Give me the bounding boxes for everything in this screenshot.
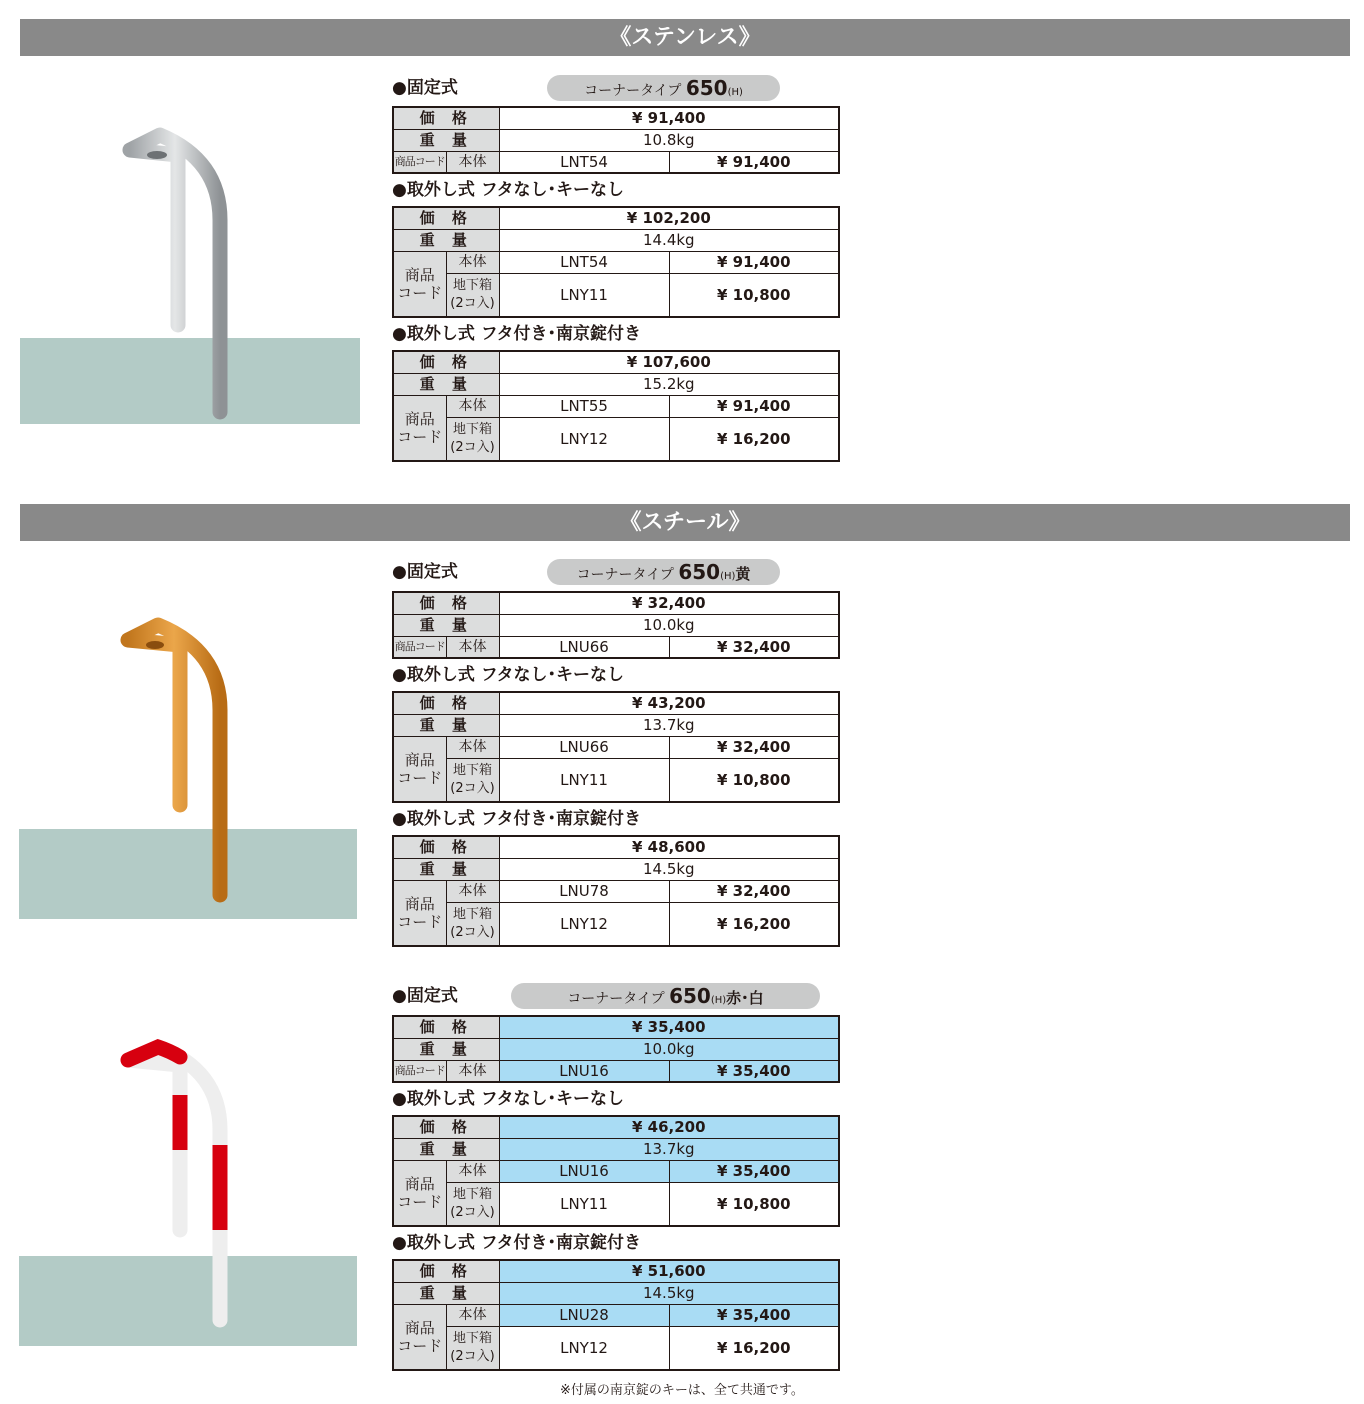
table-cell: ¥ 16,200 [669, 417, 839, 461]
table-cell: ¥ 32,400 [499, 592, 839, 614]
stainless-bollard-image [100, 120, 250, 420]
table-cell: 商品コード [393, 636, 446, 658]
table-cell: LNU28 [499, 1304, 669, 1326]
yellow-bollard-image [100, 610, 250, 910]
table-cell: 14.5kg [499, 858, 839, 880]
table-cell: 地下箱 (2コ入) [446, 902, 499, 946]
table-cell: 重 量 [393, 373, 499, 395]
table-cell: 地下箱 (2コ入) [446, 417, 499, 461]
product-group-steel-yellow [392, 559, 838, 947]
type-pill: コーナータイプ 650(H) [547, 75, 780, 101]
table-cell: 14.5kg [499, 1282, 839, 1304]
table-cell: 本体 [446, 1060, 499, 1082]
table-cell: ¥ 16,200 [669, 902, 839, 946]
fixed-label: ●固定式 [392, 986, 458, 1006]
fixed-spec-table [392, 106, 840, 174]
footnote: ※付属の南京錠のキーは、全て共通です。 [560, 1383, 804, 1398]
table-cell: LNY11 [499, 1182, 669, 1226]
table-cell: ¥ 107,600 [499, 351, 839, 373]
type-pill: コーナータイプ 650(H)黄 [547, 559, 780, 585]
table-cell: ¥ 48,600 [499, 836, 839, 858]
table-cell: LNY11 [499, 758, 669, 802]
table-cell: 本体 [446, 880, 499, 902]
table-cell: LNY11 [499, 273, 669, 317]
table-cell: ¥ 10,800 [669, 1182, 839, 1226]
section-title-stainless: 《ステンレス》 [20, 19, 1350, 56]
table-cell: ¥ 91,400 [669, 251, 839, 273]
table-cell: 本体 [446, 395, 499, 417]
table-cell: 商品 コード [393, 736, 446, 802]
table-cell: LNT55 [499, 395, 669, 417]
table-cell: LNT54 [499, 251, 669, 273]
fixed-label: ●固定式 [392, 78, 458, 98]
fixed-spec-table [392, 1015, 840, 1083]
table-cell: 商品 コード [393, 395, 446, 461]
removable-lock-label: ●取外し式 フタ付き･南京錠付き [392, 809, 642, 829]
product-group-steel-redwhite [392, 983, 838, 1371]
table-cell: 本体 [446, 1160, 499, 1182]
table-cell: 価 格 [393, 836, 499, 858]
table-cell: ¥ 32,400 [669, 880, 839, 902]
table-cell: 地下箱 (2コ入) [446, 1326, 499, 1370]
table-cell: ¥ 10,800 [669, 758, 839, 802]
redwhite-bollard-image [100, 1035, 250, 1335]
table-cell: 商品コード [393, 151, 446, 173]
table-cell: 重 量 [393, 714, 499, 736]
table-cell: 価 格 [393, 351, 499, 373]
table-cell: 商品 コード [393, 1160, 446, 1226]
table-cell: 地下箱 (2コ入) [446, 273, 499, 317]
section-title-steel: 《スチール》 [20, 504, 1350, 541]
table-cell: 重 量 [393, 858, 499, 880]
table-cell: 価 格 [393, 1116, 499, 1138]
removable-lock-label: ●取外し式 フタ付き･南京錠付き [392, 1233, 642, 1253]
table-cell: 価 格 [393, 592, 499, 614]
product-group-stainless [392, 75, 838, 462]
table-cell: ¥ 35,400 [669, 1160, 839, 1182]
table-cell: LNY12 [499, 1326, 669, 1370]
table-cell: LNY12 [499, 902, 669, 946]
table-cell: 重 量 [393, 1138, 499, 1160]
table-cell: ¥ 35,400 [499, 1016, 839, 1038]
table-cell: 地下箱 (2コ入) [446, 1182, 499, 1226]
weight: 10.8kg [499, 129, 839, 151]
table-cell: ¥ 35,400 [669, 1060, 839, 1082]
removable-nokey-label: ●取外し式 フタなし･キーなし [392, 1089, 625, 1109]
removable-nokey-label: ●取外し式 フタなし･キーなし [392, 665, 625, 685]
table-cell: ¥ 91,400 [669, 395, 839, 417]
table-cell: ¥ 32,400 [669, 636, 839, 658]
table-cell: 本体 [446, 151, 499, 173]
table-cell: ¥ 35,400 [669, 1304, 839, 1326]
body-code: LNT54 [499, 151, 669, 173]
table-cell: 14.4kg [499, 229, 839, 251]
table-cell: 重 量 [393, 1038, 499, 1060]
table-cell: LNY12 [499, 417, 669, 461]
table-cell: 地下箱 (2コ入) [446, 758, 499, 802]
table-cell: 価 格 [393, 1016, 499, 1038]
removable-lock-table [392, 1259, 840, 1371]
removable-nokey-table [392, 691, 840, 803]
table-cell: ¥ 43,200 [499, 692, 839, 714]
table-cell: 本体 [446, 1304, 499, 1326]
table-cell: 重 量 [393, 129, 499, 151]
table-cell: 商品コード [393, 1060, 446, 1082]
table-cell: LNU66 [499, 636, 669, 658]
table-cell: LNU78 [499, 880, 669, 902]
table-cell: 15.2kg [499, 373, 839, 395]
table-cell: 本体 [446, 736, 499, 758]
table-cell: 商品 コード [393, 880, 446, 946]
table-cell: 本体 [446, 636, 499, 658]
table-cell: LNU16 [499, 1160, 669, 1182]
table-cell: ¥ 32,400 [669, 736, 839, 758]
type-pill: コーナータイプ 650(H)赤･白 [511, 983, 820, 1009]
table-cell: LNU16 [499, 1060, 669, 1082]
table-cell: 価 格 [393, 207, 499, 229]
table-cell: 本体 [446, 251, 499, 273]
table-cell: 10.0kg [499, 614, 839, 636]
removable-nokey-table [392, 1115, 840, 1227]
table-cell: 商品 コード [393, 1304, 446, 1370]
table-cell: 13.7kg [499, 714, 839, 736]
table-cell: 重 量 [393, 1282, 499, 1304]
fixed-header [392, 75, 838, 101]
fixed-spec-table [392, 591, 840, 659]
removable-nokey-label: ●取外し式 フタなし･キーなし [392, 180, 625, 200]
removable-lock-label: ●取外し式 フタ付き･南京錠付き [392, 324, 642, 344]
table-cell: 重 量 [393, 229, 499, 251]
table-cell: ¥ 51,600 [499, 1260, 839, 1282]
table-cell: ¥ 102,200 [499, 207, 839, 229]
table-cell: LNU66 [499, 736, 669, 758]
table-cell: 価 格 [393, 692, 499, 714]
removable-nokey-table [392, 206, 840, 318]
table-cell: ¥ 10,800 [669, 273, 839, 317]
table-cell: ¥ 46,200 [499, 1116, 839, 1138]
table-cell: 商品 コード [393, 251, 446, 317]
table-cell: ¥ 16,200 [669, 1326, 839, 1370]
table-cell: 価 格 [393, 1260, 499, 1282]
fixed-label: ●固定式 [392, 562, 458, 582]
removable-lock-table [392, 350, 840, 462]
table-cell: 13.7kg [499, 1138, 839, 1160]
table-cell: 価 格 [393, 107, 499, 129]
body-price: ¥ 91,400 [669, 151, 839, 173]
removable-lock-table [392, 835, 840, 947]
table-cell: 重 量 [393, 614, 499, 636]
table-cell: 10.0kg [499, 1038, 839, 1060]
price: ¥ 91,400 [499, 107, 839, 129]
